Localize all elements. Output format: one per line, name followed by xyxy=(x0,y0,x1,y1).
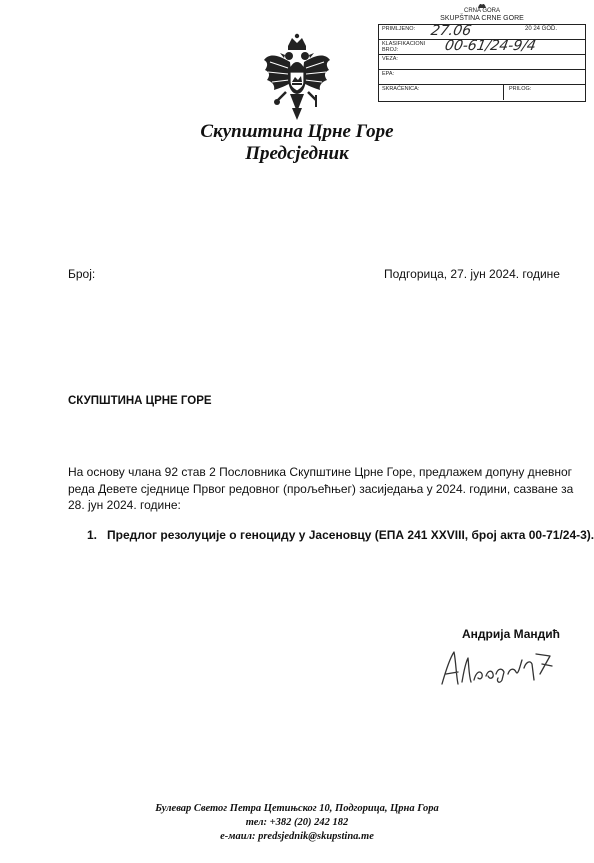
stamp-class-label: KLASIFIKACIONI BROJ: xyxy=(382,41,426,53)
coat-of-arms-emblem xyxy=(262,32,332,120)
office-title: Предсједник xyxy=(245,143,349,164)
stamp-row-class xyxy=(379,40,585,55)
stamp-row-epa xyxy=(379,70,585,85)
place-and-date: Подгорица, 27. јун 2024. године xyxy=(384,267,560,281)
stamp-row-link xyxy=(379,55,585,70)
footer-email: е-маил: predsjednik@skupstina.me xyxy=(220,831,374,842)
footer-phone: тел: +382 (20) 242 182 xyxy=(245,817,349,828)
stamp-class-value: 00-61/24-9/4 xyxy=(443,38,538,54)
stamp-header-country: CRNA GORA xyxy=(463,8,500,14)
stamp-received-value: 27.06 xyxy=(429,23,473,39)
body-paragraph xyxy=(68,464,574,514)
reference-number-label: Број: xyxy=(68,267,96,281)
signatory-name: Андрија Мандић xyxy=(462,627,560,641)
stamp-epa-label: EPA: xyxy=(382,71,395,77)
stamp-unit-label: SKRAĆENICA: xyxy=(382,86,420,92)
stamp-header-institution: SKUPŠTINA CRNE GORE xyxy=(440,15,524,22)
stamp-link-label: VEZA: xyxy=(382,56,398,62)
institution-name: Скупштина Црне Горе xyxy=(200,121,394,142)
stamp-attachment-label: PRILOG: xyxy=(509,86,532,92)
body-line: На основу члана 92 став 2 Пословника Скупштине Црне Горе, предлажем допуну дневног xyxy=(68,465,573,479)
registry-stamp xyxy=(378,2,586,103)
addressee: СКУПШТИНА ЦРНЕ ГОРЕ xyxy=(68,395,212,407)
stamp-box xyxy=(378,24,586,102)
stamp-row-unit xyxy=(379,85,585,100)
stamp-year-value: 20 24 GOD. xyxy=(525,26,558,32)
handwritten-signature xyxy=(436,640,556,698)
footer-address: Булевар Светог Петра Цетињског 10, Подгорица, Црна Гора xyxy=(155,803,439,814)
stamp-divider xyxy=(503,85,504,100)
stamp-received-label: PRIMLJENO: xyxy=(382,26,416,32)
body-line: 28. јун 2024. године: xyxy=(68,498,181,512)
agenda-item-text: Предлог резолуције о геноциду у Јасеновцу (ЕПА 241 XXVIII, број акта 00-71/24-3). xyxy=(107,528,594,542)
body-line: реда Девете сједнице Првог редовног (прољећњег) засиједања у 2024. години, сазване за xyxy=(68,481,574,496)
agenda-item-number: 1. xyxy=(87,528,98,542)
